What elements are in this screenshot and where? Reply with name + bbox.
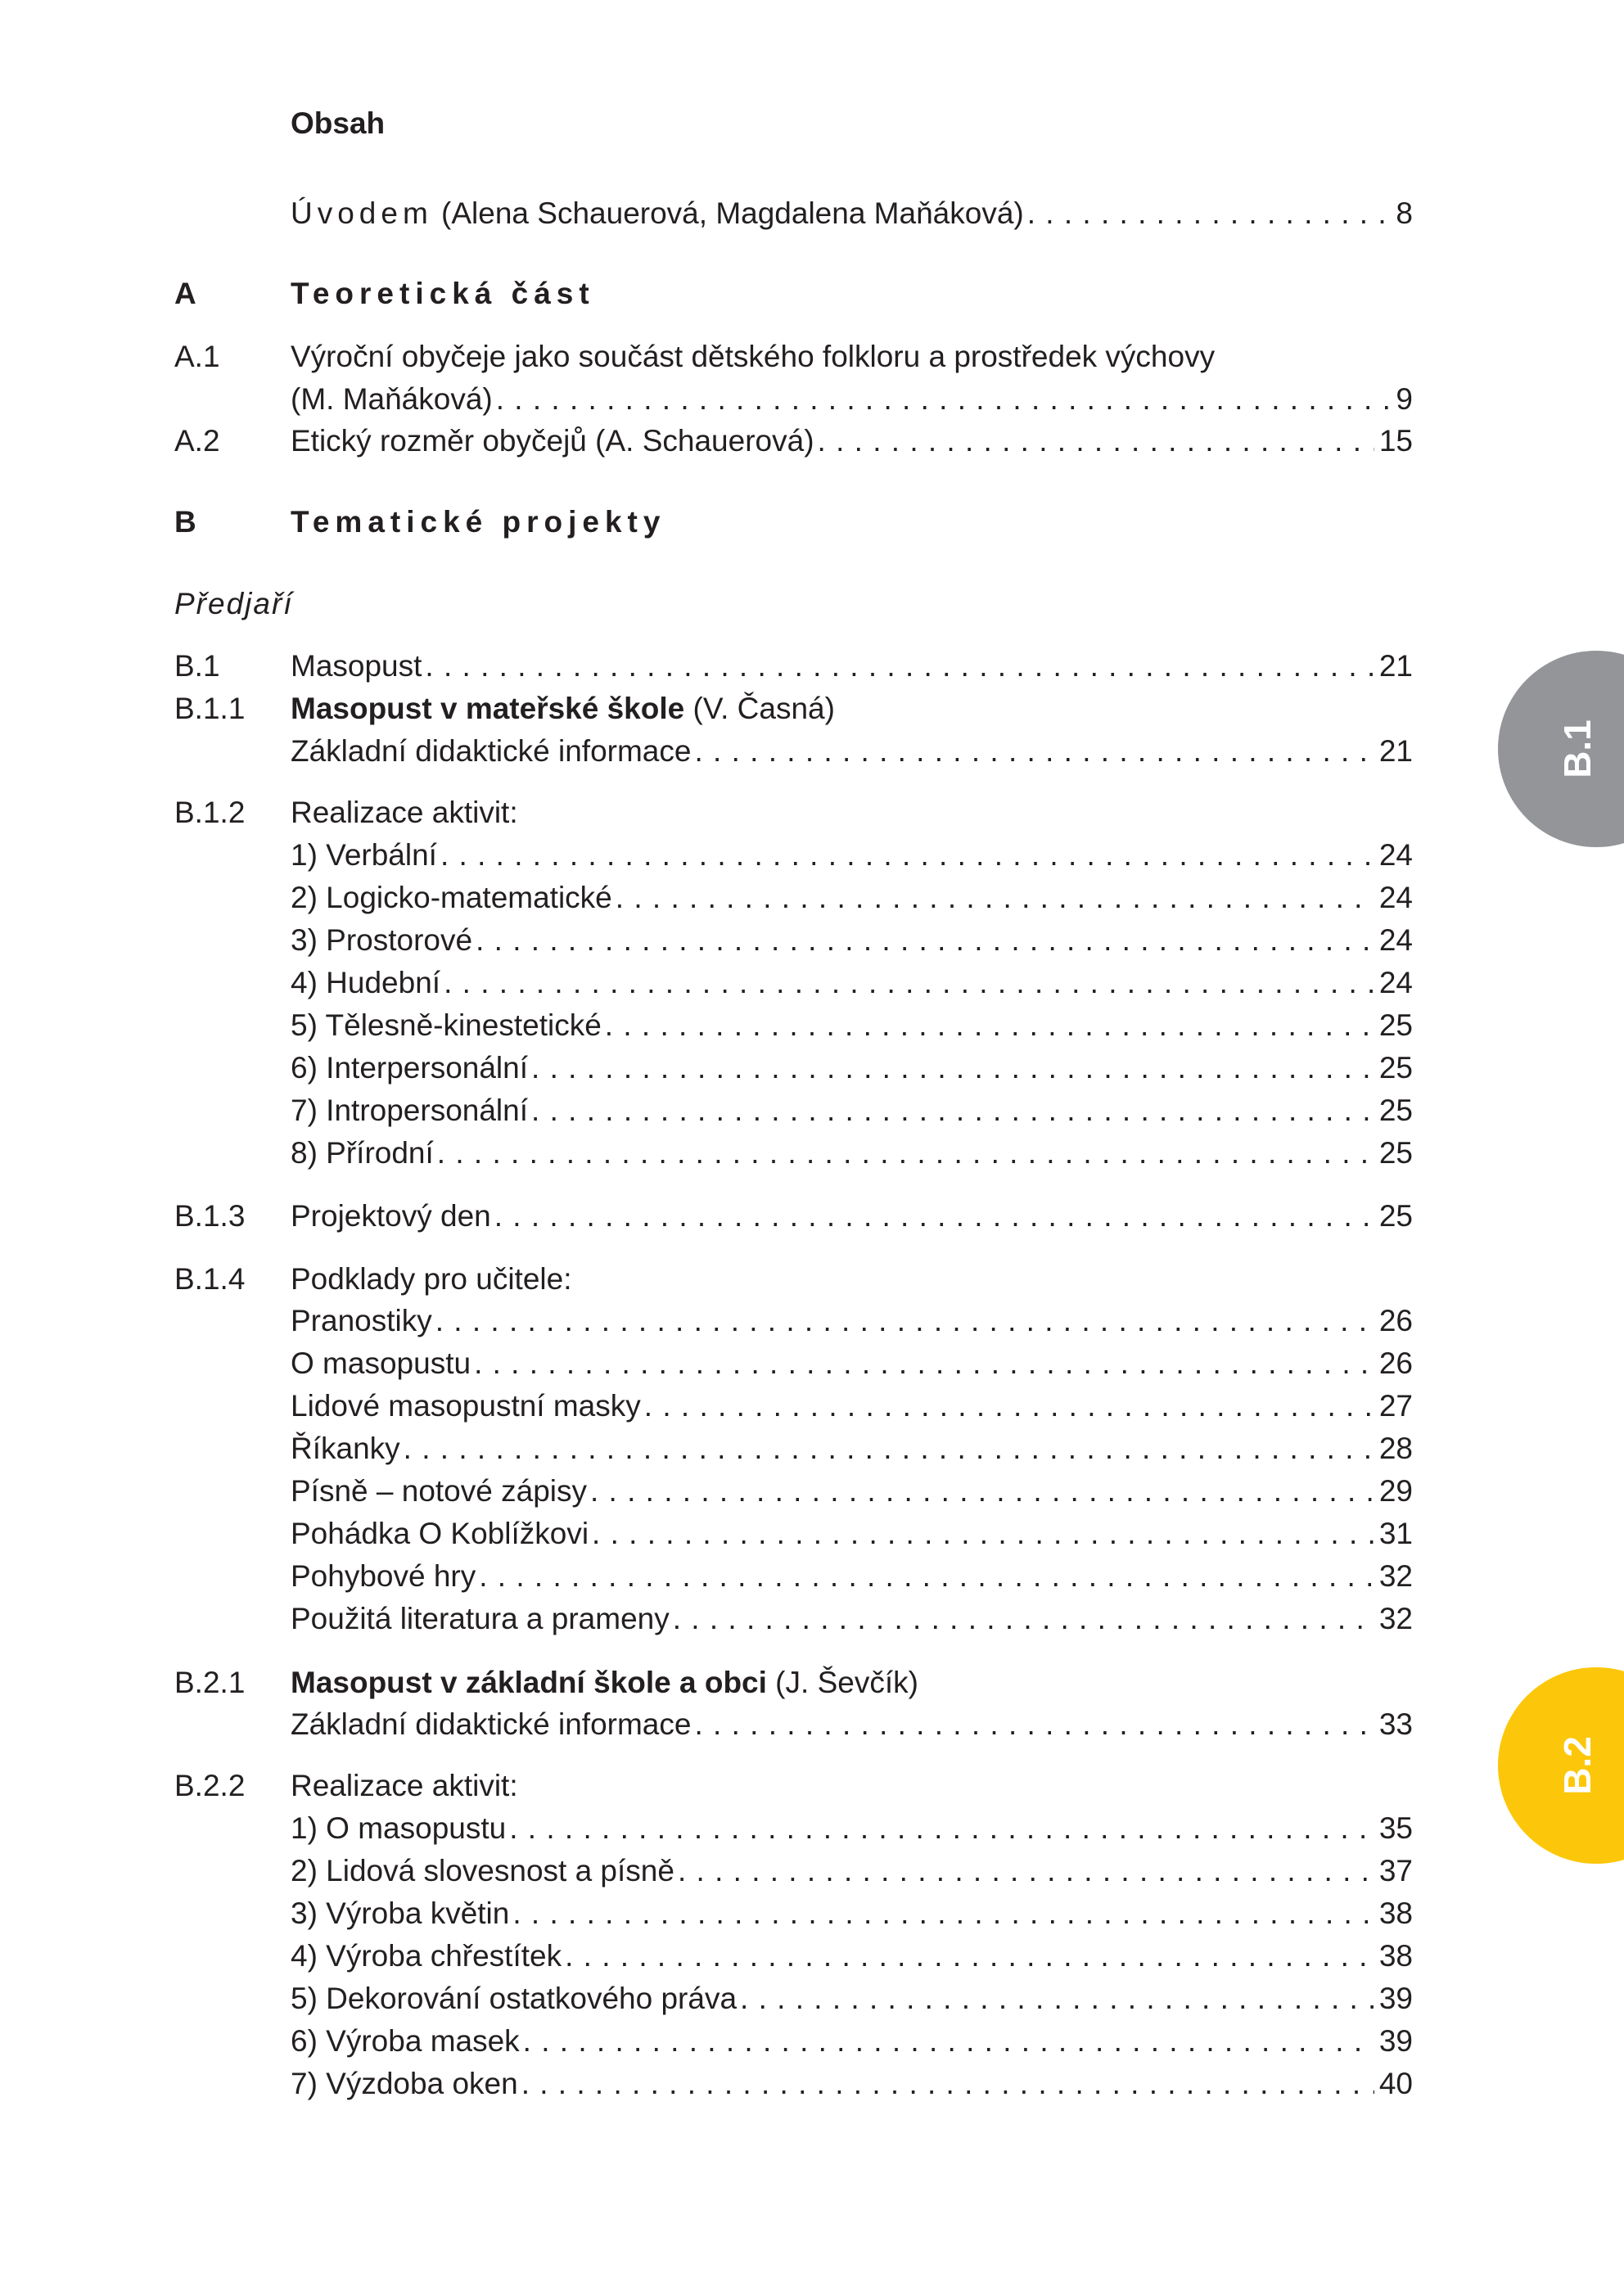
entry-label: A.1 [174,340,220,373]
toc-item[interactable] [0,1555,1624,1598]
item-title: Pranostiky [291,1304,432,1337]
toc-item[interactable] [0,1132,1624,1175]
section-label: B [174,505,196,539]
item-title: Pohádka O Koblížkovi [291,1517,589,1550]
page-number: 32 [1378,1559,1413,1593]
dot-leader [644,1385,1374,1427]
page-number: 40 [1378,2067,1413,2100]
dot-leader [476,919,1374,962]
page-number: 33 [1378,1707,1413,1741]
tab-label: B.2 [1556,1736,1599,1795]
entry-title: Etický rozměr obyčejů (A. Schauerová) [291,424,814,458]
toc-item[interactable] [0,962,1624,1004]
item-title: 1) O masopustu [291,1811,507,1845]
entry-title: Masopust v mateřské škole [291,692,685,725]
dot-leader [678,1850,1374,1892]
dot-leader [694,730,1374,773]
page-number: 25 [1378,1008,1413,1042]
page-number: 37 [1378,1854,1413,1887]
page-number: 28 [1378,1432,1413,1465]
toc-item[interactable] [0,1598,1624,1640]
page-number: 9 [1396,382,1413,416]
page-number: 31 [1378,1517,1413,1550]
dot-leader [590,1470,1374,1513]
item-title: O masopustu [291,1346,471,1380]
section-label: A [174,277,196,310]
entry-label: B.1 [174,649,220,683]
item-title: 3) Prostorové [291,923,473,957]
intro-title: Úvodem [291,196,433,230]
dot-leader [425,645,1374,688]
entry-title: Základní didaktické informace [291,734,692,768]
dot-leader [521,2063,1374,2105]
page-number: 29 [1378,1474,1413,1508]
page-number: 15 [1378,424,1413,458]
toc-entry-b14 [0,1258,1624,1301]
item-title: Použitá literatura a prameny [291,1602,670,1635]
entry-title: Projektový den [291,1199,491,1233]
toc-item[interactable] [0,1300,1624,1342]
toc-item[interactable] [0,1935,1624,1978]
toc-item[interactable] [0,1089,1624,1132]
toc-entry-b11[interactable] [0,688,1624,730]
item-title: 4) Hudební [291,966,441,999]
toc-entry-intro[interactable] [0,192,1624,235]
page-number: 21 [1378,734,1413,768]
entry-title: Masopust [291,649,422,683]
entry-author: (J. Ševčík) [766,1666,918,1699]
item-title: Pohybové hry [291,1559,476,1593]
dot-leader [605,1004,1374,1047]
entry-label: B.1.3 [174,1199,246,1233]
dot-leader [512,1892,1374,1935]
dot-leader [440,834,1374,877]
dot-leader [479,1555,1374,1598]
item-title: 5) Tělesně-kinestetické [291,1008,602,1042]
page-number: 24 [1378,923,1413,957]
dot-leader [435,1300,1374,1342]
toc-entry-a2[interactable] [0,420,1624,462]
item-title: 2) Lidová slovesnost a písně [291,1854,674,1887]
dot-leader [740,1978,1374,2020]
toc-entry-a1[interactable] [0,336,1624,378]
toc-item[interactable] [0,1807,1624,1850]
entry-title: Základní didaktické informace [291,1707,692,1741]
page-number: 25 [1378,1094,1413,1127]
dot-leader [565,1935,1374,1978]
entry-title: Výroční obyčeje jako součást dětského folkloru a prostředek výchovy [291,340,1216,373]
page-number: 21 [1378,649,1413,683]
item-title: 2) Logicko-matematické [291,881,612,914]
dot-leader [694,1703,1374,1746]
entry-label: B.2.2 [174,1769,246,1802]
dot-leader [437,1132,1374,1175]
dot-leader [523,2020,1374,2063]
toc-item[interactable] [0,834,1624,877]
dot-leader [531,1047,1374,1089]
entry-label: B.1.2 [174,796,246,829]
dot-leader [592,1513,1374,1555]
item-title: 3) Výroba květin [291,1896,510,1930]
toc-entry-b21[interactable] [0,1662,1624,1704]
toc-entry-b21-sub[interactable] [0,1703,1624,1746]
toc-item[interactable] [0,2063,1624,2105]
dot-leader [474,1342,1374,1385]
entry-title: (M. Maňáková) [291,382,493,416]
page-number: 8 [1396,196,1413,230]
toc-entry-b11-sub[interactable] [0,730,1624,773]
toc-entry-b13[interactable] [0,1195,1624,1238]
entry-label: A.2 [174,424,220,458]
section-title: Teoretická část [291,277,595,310]
dot-leader [673,1598,1374,1640]
entry-author: (V. Časná) [684,692,835,725]
page-number: 25 [1378,1199,1413,1233]
section-heading-a [0,273,1624,315]
page-number: 32 [1378,1602,1413,1635]
toc-item[interactable] [0,1978,1624,2020]
page-number: 38 [1378,1939,1413,1973]
item-title: 4) Výroba chřestítek [291,1939,562,1973]
item-title: Říkanky [291,1432,400,1465]
toc-item[interactable] [0,1470,1624,1513]
toc-item[interactable] [0,1850,1624,1892]
entry-title: Realizace aktivit: [291,796,518,829]
toc-item[interactable] [0,1342,1624,1385]
item-title: 7) Výzdoba oken [291,2067,518,2100]
page-number: 25 [1378,1136,1413,1170]
item-title: 7) Intropersonální [291,1094,529,1127]
toc-item[interactable] [0,1427,1624,1470]
toc-entry-a1-cont[interactable] [0,378,1624,421]
page-number: 24 [1378,838,1413,872]
page-number: 25 [1378,1051,1413,1085]
dot-leader [509,1807,1374,1850]
dot-leader [404,1427,1374,1470]
toc-entry-b1[interactable] [0,645,1624,688]
item-title: Písně – notové zápisy [291,1474,587,1508]
tab-label: B.1 [1556,719,1599,778]
page-number: 24 [1378,966,1413,999]
entry-label: B.2.1 [174,1666,246,1699]
item-title: Lidové masopustní masky [291,1389,641,1423]
entry-title: Podklady pro učitele: [291,1262,572,1296]
item-title: 8) Přírodní [291,1136,434,1170]
toc-entry-b22 [0,1765,1624,1807]
toc-entry-b12 [0,791,1624,834]
page-number: 39 [1378,2024,1413,2058]
toc-item[interactable] [0,919,1624,962]
page-number: 26 [1378,1304,1413,1337]
toc-item[interactable] [0,877,1624,919]
dot-leader [818,420,1374,462]
toc-item[interactable] [0,1513,1624,1555]
page-number: 27 [1378,1389,1413,1423]
dot-leader [1027,192,1392,235]
toc-item[interactable] [0,1385,1624,1427]
item-title: 6) Výroba masek [291,2024,520,2058]
toc-item[interactable] [0,1004,1624,1047]
dot-leader [496,378,1392,421]
page-number: 38 [1378,1896,1413,1930]
section-title: Tematické projekty [291,505,666,539]
toc-item[interactable] [0,1892,1624,1935]
page-number: 26 [1378,1346,1413,1380]
page-number: 24 [1378,881,1413,914]
page-number: 35 [1378,1811,1413,1845]
dot-leader [444,962,1374,1004]
entry-title: Masopust v základní škole a obci [291,1666,767,1699]
entry-label: B.1.1 [174,692,246,725]
section-heading-b [0,501,1624,543]
dot-leader [531,1089,1374,1132]
page-number: 39 [1378,1982,1413,2015]
dot-leader [494,1195,1374,1238]
dot-leader [616,877,1374,919]
entry-label: B.1.4 [174,1262,246,1296]
item-title: 1) Verbální [291,838,437,872]
page-title: Obsah [291,106,386,140]
item-title: 6) Interpersonální [291,1051,529,1085]
season-label: Předjaří [174,587,294,620]
entry-title: Realizace aktivit: [291,1769,518,1802]
item-title: 5) Dekorování ostatkového práva [291,1982,738,2015]
toc-item[interactable] [0,1047,1624,1089]
season-heading [0,583,1624,625]
intro-authors: (Alena Schauerová, Magdalena Maňáková) [432,196,1024,230]
toc-item[interactable] [0,2020,1624,2063]
